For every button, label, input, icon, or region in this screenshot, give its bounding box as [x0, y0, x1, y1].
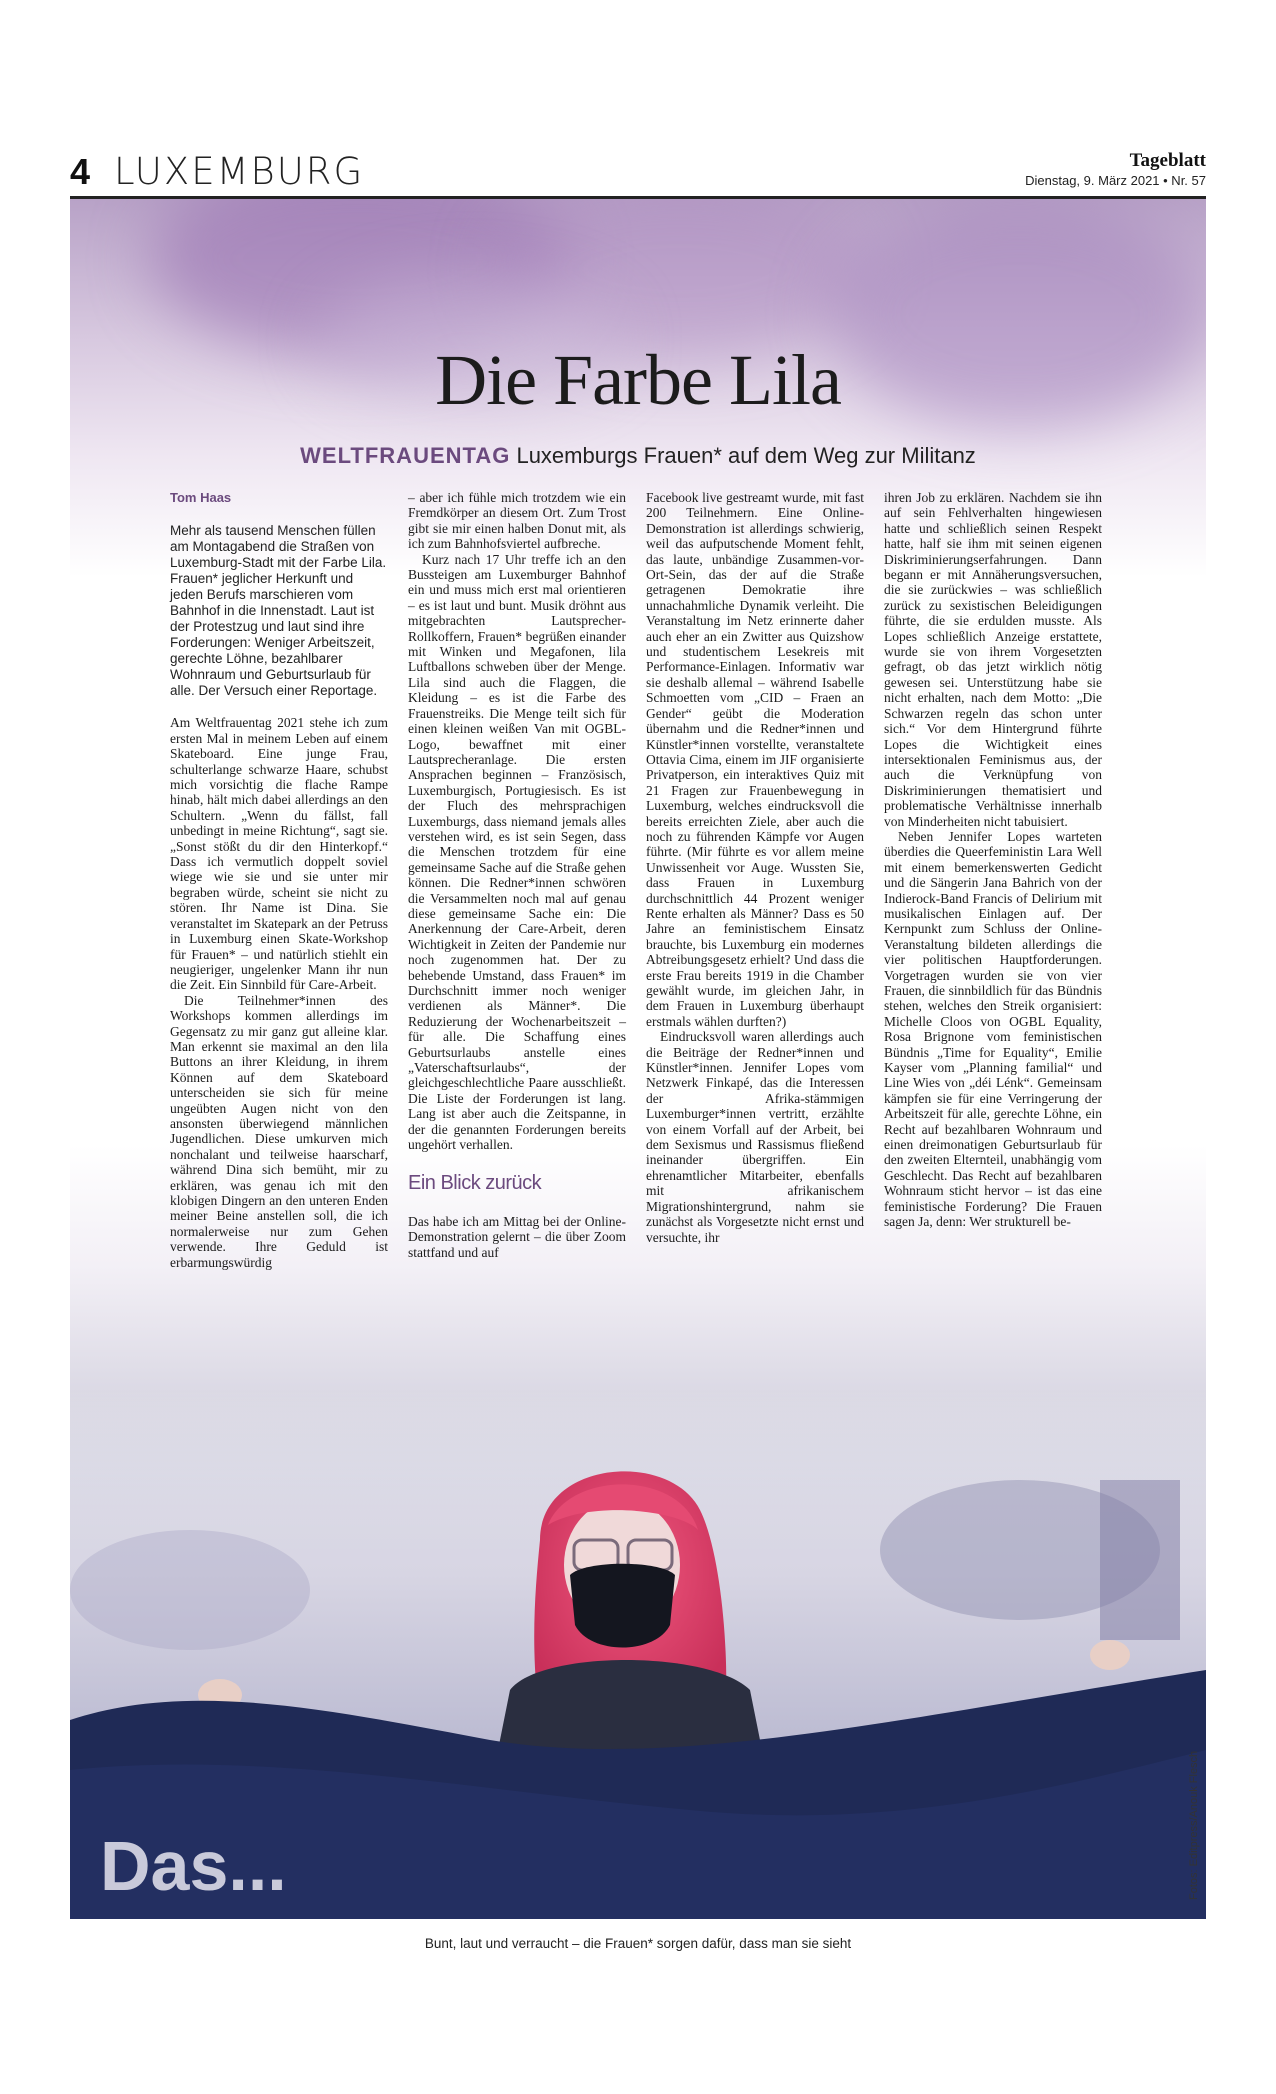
author: Tom Haas	[170, 490, 232, 505]
subheadline-text: Luxemburgs Frauen* auf dem Weg zur Militanz	[516, 443, 976, 468]
page-number: 4	[70, 151, 91, 192]
photo-credit: Fotos: Editpress/Anouk Flesch	[1188, 1750, 1200, 1900]
headline: Die Farbe Lila	[435, 340, 841, 420]
article-column-2	[408, 490, 626, 1260]
section-subtitle: Ein Blick zurück	[408, 1172, 542, 1195]
paragraph: Eindrucksvoll waren allerdings auch die Beiträge der Redner*innen und Künstler*innen. Jennifer Lopes vom Netzwerk Finkapé, das die Interessen der Afrika-stämmigen Luxemburger*innen vertritt, erzählte von einem Vorfall auf der Arbeit, bei dem Sexismus und Rassismus fließend ineinander übergriffen. Ein ehrenamtlicher Mitarbeiter, ebenfalls mit afrikanischem Migrationshintergrund, nahm sie zunächst als Vorgesetzte nicht ernst und versuchte, ihr	[646, 1029, 864, 1245]
paragraph: – aber ich fühle mich trotzdem wie ein Fremdkörper an diesem Ort. Zum Trost gibt sie mir einen halben Donut mit, als ich zum Bahnhofsviertel aufbreche.	[408, 490, 626, 552]
paragraph: Neben Jennifer Lopes warteten überdies die Queerfeministin Lara Well mit einem bemerkenswerten Gedicht und die Sängerin Jana Bahrich von der Indierock-Band Francis of Delirium mit musikalischen Einlagen auf. Der Kernpunkt zum Schluss der Online-Veranstaltung bildeten allerdings die vier politischen Hauptforderungen. Vorgetragen wurden sie von vier Frauen, die sinnbildlich für das Bündnis stehen, welches den Streik organisiert: Michelle Cloos von OGBL Equality, Rosa Brignone vom feministischen Bündnis „Time for Equality“, Emilie Kayser vom „Planning familial“ und Line Wies von „déi Lénk“. Gemeinsam kämpfen sie für eine Verringerung der Arbeitszeit für alle, gerechte Löhne, ein Recht auf bezahlbaren Wohnraum und einen dreimonatigen Geburtsurlaub für den zweiten Elternteil, unabhängig vom Geschlecht. Das Recht auf bezahlbaren Wohnraum sticht hervor – ist das eine feministische Forderung? Die Frauen sagen Ja, denn: Wer strukturell be-	[884, 828, 1102, 1230]
newspaper-brand: Tageblatt	[1129, 150, 1206, 171]
article-column-1	[170, 490, 388, 1270]
paragraph: Kurz nach 17 Uhr treffe ich an den Bussteigen am Luxemburger Bahnhof ein und muss mich erst mal orientieren – es ist laut und bunt. Musik dröhnt aus mitgebrachten Lautsprecher-Rollkoffern, Frauen* begrüßen einander mit Winken und Megafonen, lila Luftballons schweben über der Menge. Lila sind auch die Flaggen, die Kleidung – es ist die Farbe des Frauenstreiks. Die Menge teilt sich für einen kleinen weißen Van mit OGBL-Logo, bewaffnet mit einer Lautsprecheranlage. Die ersten Ansprachen beginnen – Französisch, Luxemburgisch, Portugiesisch. Es ist der Fluch des mehrsprachigen Luxemburgs, dass niemand jemals alles verstehen wird, es ist sein Segen, dass die Menschen trotzdem für eine gemeinsame Sache auf die Straße gehen können. Die Redner*innen schwören die Versammelten noch mal auf genau diese gemeinsame Sache ein: Die Anerkennung der Care-Arbeit, deren Wichtigkeit in Zeiten der Pandemie nur noch zugenommen hat. Der zu behebende Umstand, dass Frauen* im Durchschnitt immer noch weniger verdienen als Männer*. Die Reduzierung der Wochenarbeitszeit – für alle. Die Schaffung eines Geburtsurlaubs anstelle eines „Vaterschaftsurlaubs“, der gleichgeschlechtliche Paare ausschließt. Die Liste der Forderungen ist lang. Lang ist aber auch die Zeitspanne, in der die genannten Forderungen bereits ungehört verhallen.	[408, 551, 626, 1153]
subheadline	[0, 440, 1276, 472]
banner-text: Das...	[100, 1827, 287, 1905]
protest-photo-illustration	[70, 1390, 1206, 1919]
paragraph: Das habe ich am Mittag bei der Online-Demonstration gelernt – die über Zoom stattfand und auf	[408, 1213, 626, 1260]
lead-paragraph: Mehr als tausend Menschen füllen am Montagabend die Straßen von Luxemburg-Stadt mit der Farbe Lila. Frauen* jeglicher Herkunft und jeden Berufs marschieren vom Bahnhof in die Innenstadt. Laut ist der Protestzug und laut sind ihre Forderungen: Weniger Arbeitszeit, gerechte Löhne, bezahlbarer Wohnraum und Geburtsurlaub für alle. Der Versuch einer Reportage.	[170, 523, 387, 699]
paragraph: ihren Job zu erklären. Nachdem sie ihn auf sein Fehlverhalten hingewiesen hatte und schließlich seinen Respekt hatte, half sie ihm mit seinen eigenen Diskriminierungserfahrungen. Dann begann er mit Annäherungsversuchen, die sie zurückwies – was schließlich zurück zu sexistischen Beleidigungen führte, die sie erdulden musste. Als Lopes schließlich Anzeige erstattete, wurde sie von ihrem Vorgesetzten gefragt, ob das jetzt wirklich nötig gewesen sei. Unterstützung habe sie nicht erhalten, nach dem Motto: „Die Schwarzen regeln das schon unter sich.“ Vor dem Hintergrund führte Lopes die Wichtigkeit eines intersektionalen Feminismus aus, der auch die Verknüpfung von Diskriminierungen thematisiert und problematische Verhältnisse innerhalb von Minderheiten nicht tabuisiert.	[884, 490, 1102, 829]
protest-photo	[70, 1390, 1206, 1919]
paragraph: Die Teilnehmer*innen des Workshops kommen allerdings im Gegensatz zu mir ganz gut alleine klar. Man erkennt sie maximal an den lila Buttons an ihrer Kleidung, in ihrem Können auf dem Skateboard unterscheiden sie sich für meine ungeübten Augen nicht von den ansonsten überwiegend männlichen Jugendlichen. Diese umkurven mich nonchalant und teilweise haarscharf, während Dina sich bemüht, mir zu erklären, was genau ich mit den klobigen Dingern an den unteren Enden meiner Beine anstellen soll, die ich normalerweise nur zum Gehen verwende. Ihre Geduld ist erbarmungswürdig	[170, 992, 388, 1270]
photo-caption: Bunt, laut und verraucht – die Frauen* sorgen dafür, dass man sie sieht	[424, 1936, 852, 1951]
kicker: WELTFRAUENTAG	[300, 443, 511, 468]
dateline: Dienstag, 9. März 2021 • Nr. 57	[1025, 173, 1206, 188]
section-title: LUXEMBURG	[114, 150, 365, 193]
article-column-4	[884, 490, 1102, 1230]
article-column-3	[646, 490, 864, 1245]
paragraph: Am Weltfrauentag 2021 stehe ich zum ersten Mal in meinem Leben auf einem Skateboard. Eine junge Frau, schulterlange schwarze Haare, schubst mich vorsichtig die flache Rampe hinab, hält mich dabei allerdings an den Schultern. „Wenn du fällst, fall unbedingt in meine Richtung“, sagt sie. „Sonst stößt du dir den Hinterkopf.“ Dass ich vermutlich doppelt soviel wiege wie sie und sie unter mir begraben würde, scheint sie nicht zu stören. Ihr Name ist Dina. Sie veranstaltet im Skatepark an der Petruss in Luxemburg einen Skate-Workshop für Frauen* – und natürlich stiehlt ein neugieriger, ungelenker Mann ihr nun die Zeit. Ein Sinnbild für Care-Arbeit.	[170, 715, 388, 993]
page-header	[70, 150, 1206, 194]
paragraph: Facebook live gestreamt wurde, mit fast 200 Teilnehmern. Eine Online-Demonstration ist allerdings schwierig, weil das aufputschende Moment fehlt, das laute, unbändige Zusammen-vor-Ort-Sein, das der auf die Straße getragenen Demokratie ihre unnachahmliche Dynamik verleiht. Die Veranstaltung im Netz erinnerte daher auch eher an ein Zwitter aus Quizshow und studentischem Lesekreis mit Performance-Einlagen. Informativ war sie deshalb allemal – während Isabelle Schmoetten vom „CID – Fraen an Gender“ geübt die Moderation übernahm und die Redner*innen und Künstler*innen vorstellte, veranstaltete Ottavia Cima, einem im JIF organisierte Privatperson, ein interaktives Quiz mit 21 Fragen zur Frauenbewegung in Luxemburg, welches eindrucksvoll die bereits erreichten Ziele, aber auch die noch zu führenden Kämpfe vor Augen führte. (Mir führte es vor allem meine Unwissenheit vor Auge. Wussten Sie, dass Frauen in Luxemburg durchschnittlich 44 Prozent weniger Rente erhalten als Männer? Dass es 50 Jahre an feministischem Einsatz brauchte, bis Luxemburg ein modernes Abtreibungsgesetz erhielt? Und dass die erste Frau bereits 1919 in die Chamber gewählt wurde, im gleichen Jahr, in dem Frauen in Luxemburg überhaupt erstmals wählen durften?)	[646, 490, 864, 1029]
